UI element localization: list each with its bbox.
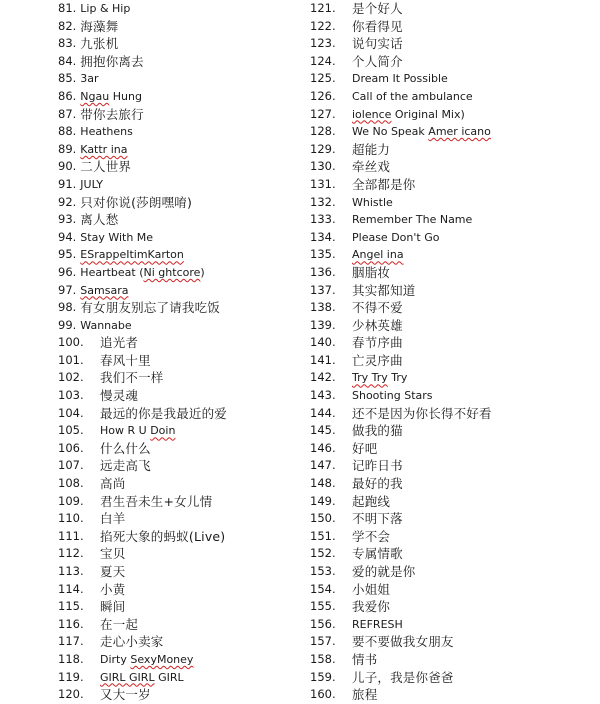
song-list-item xyxy=(310,510,595,528)
song-number: 152. xyxy=(310,546,336,561)
song-title: 什么什么 xyxy=(100,440,151,456)
song-title: 拥抱你离去 xyxy=(80,53,144,69)
song-title: 在一起 xyxy=(100,616,139,632)
song-list-item xyxy=(310,475,595,493)
song-title: 起跑线 xyxy=(352,493,391,509)
song-number: 142. xyxy=(310,370,336,385)
song-list-item xyxy=(58,616,298,634)
song-list-item xyxy=(310,669,595,687)
song-number: 96. xyxy=(58,264,77,279)
song-list-item xyxy=(58,211,298,229)
song-number: 106. xyxy=(58,440,84,455)
song-number: 100. xyxy=(58,335,84,350)
song-number: 127. xyxy=(310,106,336,121)
song-list-item xyxy=(310,264,595,282)
song-list-item xyxy=(310,369,595,387)
song-title: 白羊 xyxy=(100,511,126,527)
song-number: 88. xyxy=(58,124,77,139)
song-number: 94. xyxy=(58,229,77,244)
song-list-item xyxy=(58,317,298,335)
song-title: 有女朋友别忘了请我吃饭 xyxy=(80,300,220,316)
song-number: 138. xyxy=(310,300,336,315)
song-title: 瞬间 xyxy=(100,599,126,615)
song-number: 146. xyxy=(310,440,336,455)
song-title: Angel ina xyxy=(352,248,404,262)
song-number: 117. xyxy=(58,634,84,649)
song-number: 111. xyxy=(58,528,84,543)
song-title: 个人简介 xyxy=(352,53,403,69)
song-title: 牵丝戏 xyxy=(352,159,391,175)
song-number: 151. xyxy=(310,528,336,543)
song-title: Try Try Try xyxy=(352,371,408,385)
song-list-item xyxy=(310,194,595,212)
song-number: 119. xyxy=(58,669,84,684)
song-title: ESrappeItimKarton xyxy=(80,248,184,262)
song-list-item xyxy=(58,194,298,212)
song-title: 夏天 xyxy=(100,564,126,579)
song-list-item xyxy=(58,633,298,651)
song-number: 147. xyxy=(310,458,336,473)
song-list-item xyxy=(58,0,298,18)
song-list-item xyxy=(58,598,298,616)
song-list-item xyxy=(310,633,595,651)
song-number: 130. xyxy=(310,159,336,174)
song-title: 我们不一样 xyxy=(100,370,164,386)
song-list-item xyxy=(58,70,298,88)
song-list-item xyxy=(58,686,298,704)
song-list-item xyxy=(310,651,595,669)
song-list-item xyxy=(310,35,595,53)
song-number: 107. xyxy=(58,458,84,473)
song-number: 108. xyxy=(58,476,84,491)
song-number: 149. xyxy=(310,493,336,508)
song-list-item xyxy=(310,317,595,335)
song-number: 98. xyxy=(58,300,77,315)
song-list-item xyxy=(310,53,595,71)
song-list-item xyxy=(310,545,595,563)
spellcheck-underline: GIRL GIRL xyxy=(100,670,155,684)
song-list-item xyxy=(58,581,298,599)
spellcheck-underline: Amer icano xyxy=(428,125,491,139)
song-title: 超能力 xyxy=(352,141,391,157)
song-title: 掐死大象的蚂蚁(Live) xyxy=(100,528,226,544)
song-title: 亡灵序曲 xyxy=(352,352,403,368)
song-title: Please Don't Go xyxy=(352,230,440,244)
song-number: 148. xyxy=(310,476,336,491)
song-list-item xyxy=(310,106,595,124)
song-number: 86. xyxy=(58,88,77,103)
song-list-item xyxy=(310,211,595,229)
song-list-item xyxy=(310,598,595,616)
song-list-item xyxy=(58,18,298,36)
song-number: 87. xyxy=(58,106,77,121)
song-title: 最远的你是我最近的爱 xyxy=(100,405,228,421)
song-title: 走心小卖家 xyxy=(100,634,164,650)
song-title: 还不是因为你长得不好看 xyxy=(352,405,492,421)
spellcheck-underline: Doin xyxy=(150,424,176,438)
song-title: 记昨日书 xyxy=(352,458,403,474)
song-title: Shooting Stars xyxy=(352,389,433,403)
song-number: 131. xyxy=(310,176,336,191)
song-list-item xyxy=(310,387,595,405)
song-title: Dirty SexyMoney xyxy=(100,652,194,666)
song-list-item xyxy=(310,176,595,194)
song-number: 160. xyxy=(310,687,336,702)
song-title: 远走高飞 xyxy=(100,458,151,474)
song-list-item xyxy=(58,405,298,423)
song-number: 143. xyxy=(310,388,336,403)
song-title: Wannabe xyxy=(80,318,132,332)
song-list-item xyxy=(58,334,298,352)
song-title: GIRL GIRL GIRL xyxy=(100,670,184,684)
song-number: 129. xyxy=(310,141,336,156)
song-list-item xyxy=(58,651,298,669)
song-list-right-column xyxy=(310,0,595,704)
song-title: 少林英雄 xyxy=(352,317,403,333)
song-title: 做我的猫 xyxy=(352,423,403,439)
song-list-item xyxy=(58,528,298,546)
song-number: 123. xyxy=(310,36,336,51)
spellcheck-underline: Try Try xyxy=(352,371,388,385)
song-list-item xyxy=(58,510,298,528)
song-list-item xyxy=(310,299,595,317)
song-list-item xyxy=(310,686,595,704)
song-number: 145. xyxy=(310,423,336,438)
song-number: 83. xyxy=(58,36,77,51)
song-number: 125. xyxy=(310,71,336,86)
song-title: Stay With Me xyxy=(80,230,154,244)
song-list-item xyxy=(310,581,595,599)
song-number: 140. xyxy=(310,335,336,350)
song-number: 139. xyxy=(310,317,336,332)
song-number: 99. xyxy=(58,317,77,332)
song-number: 113. xyxy=(58,564,84,578)
song-title: 小黄 xyxy=(100,581,126,597)
song-title: 全部都是你 xyxy=(352,176,416,192)
song-title: 我爱你 xyxy=(352,599,391,615)
song-number: 137. xyxy=(310,282,336,297)
song-title: 不明下落 xyxy=(352,511,403,527)
song-title: We No Speak Amer icano xyxy=(352,125,491,139)
song-list-item xyxy=(310,334,595,352)
song-title: Lip & Hip xyxy=(80,2,131,15)
song-list-item xyxy=(310,493,595,511)
song-title: 九张机 xyxy=(80,36,119,52)
song-number: 101. xyxy=(58,352,84,367)
song-number: 157. xyxy=(310,634,336,649)
song-title: 爱的就是你 xyxy=(352,564,416,579)
song-list-item xyxy=(58,35,298,53)
song-list-left-column xyxy=(58,0,298,704)
song-list-item xyxy=(310,229,595,247)
song-title: 慢灵魂 xyxy=(100,388,139,404)
song-list-item xyxy=(310,70,595,88)
song-title: 学不会 xyxy=(352,528,391,544)
song-number: 90. xyxy=(58,159,77,174)
song-list-item xyxy=(310,282,595,300)
song-list-item xyxy=(58,369,298,387)
song-title: 儿子，我是你爸爸 xyxy=(352,669,454,685)
song-list-item xyxy=(310,141,595,159)
song-number: 154. xyxy=(310,581,336,596)
song-number: 84. xyxy=(58,53,77,68)
song-number: 158. xyxy=(310,651,336,666)
spellcheck-underline: iolence xyxy=(352,107,392,121)
song-list-item xyxy=(58,282,298,300)
song-title: Remember The Name xyxy=(352,213,473,227)
song-title: 要不要做我女朋友 xyxy=(352,634,454,650)
song-number: 116. xyxy=(58,616,84,631)
song-list-item xyxy=(310,246,595,264)
song-title: 旅程 xyxy=(352,687,378,703)
song-number: 114. xyxy=(58,581,84,596)
song-number: 81. xyxy=(58,1,77,15)
song-list-item xyxy=(310,457,595,475)
song-title: 胭脂妆 xyxy=(352,264,391,280)
song-list-item xyxy=(58,229,298,247)
song-list-item xyxy=(58,176,298,194)
song-title: Heartbeat (Ni ghtcore) xyxy=(80,265,205,279)
song-list-item xyxy=(58,123,298,141)
song-number: 136. xyxy=(310,264,336,279)
song-title: Kattr ina xyxy=(80,142,128,156)
song-list-item xyxy=(310,616,595,634)
song-list-item xyxy=(58,422,298,440)
song-number: 95. xyxy=(58,247,77,262)
song-title: REFRESH xyxy=(352,617,403,631)
song-title: 是个好人 xyxy=(352,1,403,16)
song-number: 155. xyxy=(310,599,336,614)
song-number: 156. xyxy=(310,616,336,631)
song-number: 110. xyxy=(58,511,84,526)
song-list-item xyxy=(310,563,595,581)
song-title: 专属情歌 xyxy=(352,546,403,562)
song-title: 你看得见 xyxy=(352,18,403,34)
song-list-item xyxy=(310,440,595,458)
song-list-item xyxy=(310,0,595,18)
song-number: 141. xyxy=(310,352,336,367)
song-number: 128. xyxy=(310,124,336,139)
song-list-item xyxy=(310,352,595,370)
song-list-item xyxy=(58,53,298,71)
song-list-item xyxy=(58,545,298,563)
song-title: 春节序曲 xyxy=(352,335,403,351)
song-list-item xyxy=(58,246,298,264)
song-title: 海藻舞 xyxy=(80,18,119,34)
song-title: Dream It Possible xyxy=(352,72,448,86)
song-list-item xyxy=(58,475,298,493)
song-number: 134. xyxy=(310,229,336,244)
song-title: 带你去旅行 xyxy=(80,106,144,122)
song-list-item xyxy=(310,422,595,440)
song-list-item xyxy=(58,493,298,511)
song-number: 115. xyxy=(58,599,84,614)
song-number: 93. xyxy=(58,212,77,227)
song-number: 97. xyxy=(58,282,77,297)
song-title: 好吧 xyxy=(352,440,378,456)
song-number: 132. xyxy=(310,194,336,209)
song-list-item xyxy=(310,88,595,106)
song-title: Ngau Hung xyxy=(80,89,142,103)
song-list-item xyxy=(58,141,298,159)
song-title: 二人世界 xyxy=(80,159,132,175)
spellcheck-underline: Ngau xyxy=(80,89,110,103)
song-number: 92. xyxy=(58,194,77,209)
song-number: 91. xyxy=(58,176,77,191)
song-title: 说句实话 xyxy=(352,36,403,52)
song-title: 高尚 xyxy=(100,476,126,492)
song-number: 150. xyxy=(310,511,336,526)
song-list-item xyxy=(310,18,595,36)
song-number: 89. xyxy=(58,141,77,156)
song-number: 103. xyxy=(58,388,84,403)
song-title: 小姐姐 xyxy=(352,581,391,597)
song-number: 122. xyxy=(310,18,336,33)
song-title: 只对你说(莎朗嘿唷) xyxy=(80,194,193,210)
song-list-item xyxy=(58,106,298,124)
song-number: 135. xyxy=(310,247,336,262)
song-number: 102. xyxy=(58,370,84,385)
song-number: 82. xyxy=(58,18,77,33)
song-list-item xyxy=(58,264,298,282)
song-title: iolence Original Mix) xyxy=(352,107,465,121)
song-title: JULY xyxy=(80,177,103,191)
song-list-item xyxy=(310,123,595,141)
song-number: 153. xyxy=(310,564,336,578)
song-list-item xyxy=(58,352,298,370)
spellcheck-underline: Ni ghtcore xyxy=(143,265,201,279)
song-number: 112. xyxy=(58,546,84,561)
song-title: 其实都知道 xyxy=(352,282,416,298)
song-list-item xyxy=(58,457,298,475)
song-number: 85. xyxy=(58,71,77,86)
song-title: 最好的我 xyxy=(352,476,403,492)
song-list-item xyxy=(58,88,298,106)
song-list-item xyxy=(58,158,298,176)
song-title: 春风十里 xyxy=(100,352,151,368)
song-list-item xyxy=(310,528,595,546)
song-number: 159. xyxy=(310,669,336,684)
song-number: 105. xyxy=(58,423,84,438)
song-list-item xyxy=(58,299,298,317)
song-number: 120. xyxy=(58,687,84,702)
song-title: 3ar xyxy=(80,72,99,86)
spellcheck-underline: SexyMoney xyxy=(130,652,194,666)
song-title: Heathens xyxy=(80,125,133,139)
song-number: 124. xyxy=(310,53,336,68)
song-number: 133. xyxy=(310,212,336,227)
song-title: 宝贝 xyxy=(100,546,126,562)
song-title: 追光者 xyxy=(100,335,139,351)
song-number: 109. xyxy=(58,493,84,508)
song-list-item xyxy=(310,158,595,176)
song-number: 126. xyxy=(310,88,336,103)
song-title: 君生吾未生+女儿情 xyxy=(100,493,213,509)
song-number: 104. xyxy=(58,405,84,420)
song-title: Samsara xyxy=(80,283,129,297)
song-title: Call of the ambulance xyxy=(352,89,473,103)
song-title: Whistle xyxy=(352,195,393,209)
song-list-item xyxy=(58,387,298,405)
song-number: 144. xyxy=(310,405,336,420)
song-list-item xyxy=(58,563,298,581)
song-title: 不得不爱 xyxy=(352,300,403,316)
song-title: 离人愁 xyxy=(80,212,119,228)
song-title: How R U Doin xyxy=(100,424,176,438)
song-title: 情书 xyxy=(352,651,378,667)
song-list-item xyxy=(58,669,298,687)
song-number: 121. xyxy=(310,1,336,15)
song-list-item xyxy=(58,440,298,458)
song-title: 又大一岁 xyxy=(100,687,151,703)
song-list-item xyxy=(310,405,595,423)
song-number: 118. xyxy=(58,651,84,666)
